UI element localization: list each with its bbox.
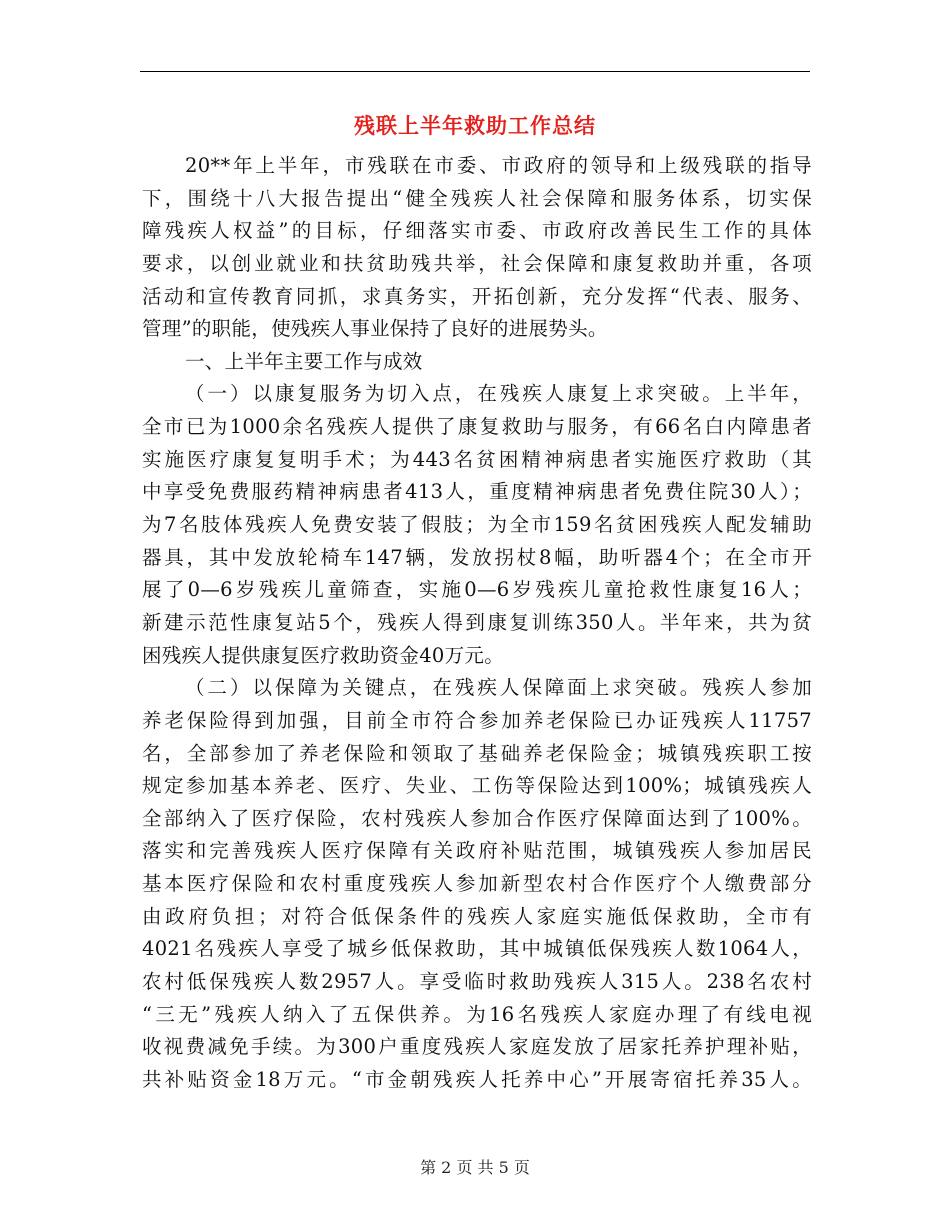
text-line: （一）以康复服务为切入点，在残疾人康复上求突破。上半年，	[185, 382, 812, 406]
header-rule	[140, 71, 810, 72]
text-line: 器具，其中发放轮椅车147辆，发放拐杖8幅，助听器4个；在全市开	[142, 545, 812, 569]
text-line: （二）以保障为关键点，在残疾人保障面上求突破。残疾人参加	[185, 676, 812, 700]
text-line: 下，围绕十八大报告提出“健全残疾人社会保障和服务体系，切实保	[142, 186, 812, 210]
text-line: 展了0—6岁残疾儿童筛查，实施0—6岁残疾儿童抢救性康复16人；	[142, 578, 812, 602]
text-line: 管理”的职能，使残疾人事业保持了良好的进展势头。	[142, 317, 608, 341]
text-line: 由政府负担；对符合低保条件的残疾人家庭实施低保救助，全市有	[142, 904, 812, 928]
text-line: 活动和宣传教育同抓，求真务实，开拓创新，充分发挥“代表、服务、	[142, 284, 812, 308]
text-line: 基本医疗保险和农村重度残疾人参加新型农村合作医疗个人缴费部分	[142, 872, 812, 896]
text-line: 养老保险得到加强，目前全市符合参加养老保险已办证残疾人11757	[142, 708, 812, 732]
text-line: 困残疾人提供康复医疗救助资金40万元。	[142, 643, 505, 667]
text-line: 障残疾人权益”的目标，仔细落实市委、市政府改善民生工作的具体	[142, 219, 812, 243]
text-line: 名，全部参加了养老保险和领取了基础养老保险金；城镇残疾职工按	[142, 741, 812, 765]
text-line: 4021名残疾人享受了城乡低保救助，其中城镇低保残疾人数1064人，	[142, 937, 812, 961]
document-title: 残联上半年救助工作总结	[354, 113, 596, 138]
text-line: 落实和完善残疾人医疗保障有关政府补贴范围，城镇残疾人参加居民	[142, 839, 812, 863]
text-line: 为7名肢体残疾人免费安装了假肢；为全市159名贫困残疾人配发辅助	[142, 513, 812, 537]
text-line: 新建示范性康复站5个，残疾人得到康复训练350人。半年来，共为贫	[142, 610, 812, 634]
document-body	[142, 150, 812, 1097]
text-line: 农村低保残疾人数2957人。享受临时救助残疾人315人。238名农村	[142, 970, 812, 994]
text-line: 规定参加基本养老、医疗、失业、工伤等保险达到100%；城镇残疾人	[142, 774, 812, 798]
text-line: 全部纳入了医疗保险，农村残疾人参加合作医疗保障面达到了100%。	[142, 806, 812, 830]
text-line: 实施医疗康复复明手术；为443名贫困精神病患者实施医疗救助（其	[142, 447, 812, 471]
section-heading: 一、上半年主要工作与成效	[185, 349, 423, 373]
text-line: 全市已为1000余名残疾人提供了康复救助与服务，有66名白内障患者	[142, 415, 812, 439]
text-line: 收视费减免手续。为300户重度残疾人家庭发放了居家托养护理补贴，	[142, 1035, 812, 1059]
page-number: 第 2 页 共 5 页	[420, 1158, 530, 1177]
text-line: 要求，以创业就业和扶贫助残共举，社会保障和康复救助并重，各项	[142, 251, 812, 275]
text-line: 共补贴资金18万元。“市金朝残疾人托养中心”开展寄宿托养35人。	[142, 1067, 812, 1091]
text-line: 中享受免费服药精神病患者413人，重度精神病患者免费住院30人）；	[142, 480, 812, 504]
text-line: 20**年上半年，市残联在市委、市政府的领导和上级残联的指导	[185, 154, 812, 177]
text-line: “三无”残疾人纳入了五保供养。为16名残疾人家庭办理了有线电视	[142, 1002, 812, 1026]
